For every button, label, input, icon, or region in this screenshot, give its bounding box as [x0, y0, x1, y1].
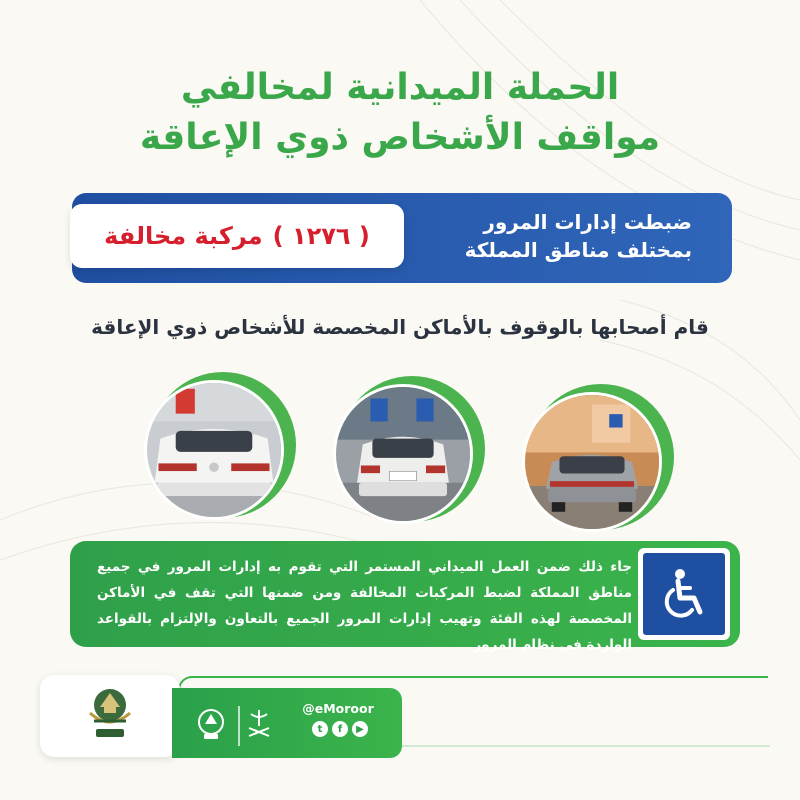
- facebook-icon[interactable]: f: [332, 721, 348, 737]
- social-icons: [300, 721, 380, 737]
- parked-car-photo-middle: [333, 384, 473, 524]
- youtube-icon[interactable]: ▶: [352, 721, 368, 737]
- violation-count-pill: [70, 204, 404, 268]
- footer-underline: [400, 745, 770, 747]
- traffic-police-emblem-card: [40, 675, 180, 757]
- violation-count-label: مركبة مخالفة: [104, 222, 263, 250]
- wheelchair-sign: [638, 548, 730, 640]
- traffic-police-emblem-icon: [40, 675, 180, 757]
- parked-car-photo-left: [144, 380, 284, 520]
- page-title-line2: مواقف الأشخاص ذوي الإعاقة: [139, 117, 661, 158]
- page-title-line1: الحملة الميدانية لمخالفي: [180, 67, 620, 108]
- social-handle[interactable]: @eMoroor: [302, 701, 374, 716]
- parked-car-photo-right: [522, 392, 662, 532]
- photo-circle-left: [144, 380, 284, 520]
- banner-line2: بمختلف مناطق المملكة: [464, 238, 692, 262]
- twitter-icon[interactable]: t: [312, 721, 328, 737]
- info-text: جاء ذلك ضمن العمل الميداني المستمر التي تقوم به إدارات المرور في جميع مناطق المملكة لضبط المركبات المخالفة ومن ضمنها التي تقف في الأماكن المخصصة لهذه الفئة وتهيب إدارات المرور الجميع بالتعاون والإلتزام بالقواعد الواردة في نظام المرور: [97, 559, 632, 653]
- banner-line1: ضبطت إدارات المرور: [483, 210, 692, 234]
- violation-count-number: ( ١٢٧٦ ): [272, 222, 370, 250]
- wheelchair-icon: [656, 566, 712, 622]
- photo-circle-right: [522, 392, 662, 532]
- saudi-emblem-icon: [246, 708, 272, 740]
- banner-text: [392, 208, 692, 264]
- footer-divider: [238, 706, 240, 746]
- photo-circle-middle: [333, 384, 473, 524]
- subtitle: قام أصحابها بالوقوف بالأماكن المخصصة للأشخاص ذوي الإعاقة: [91, 315, 709, 339]
- ministry-emblem-icon: [194, 706, 228, 742]
